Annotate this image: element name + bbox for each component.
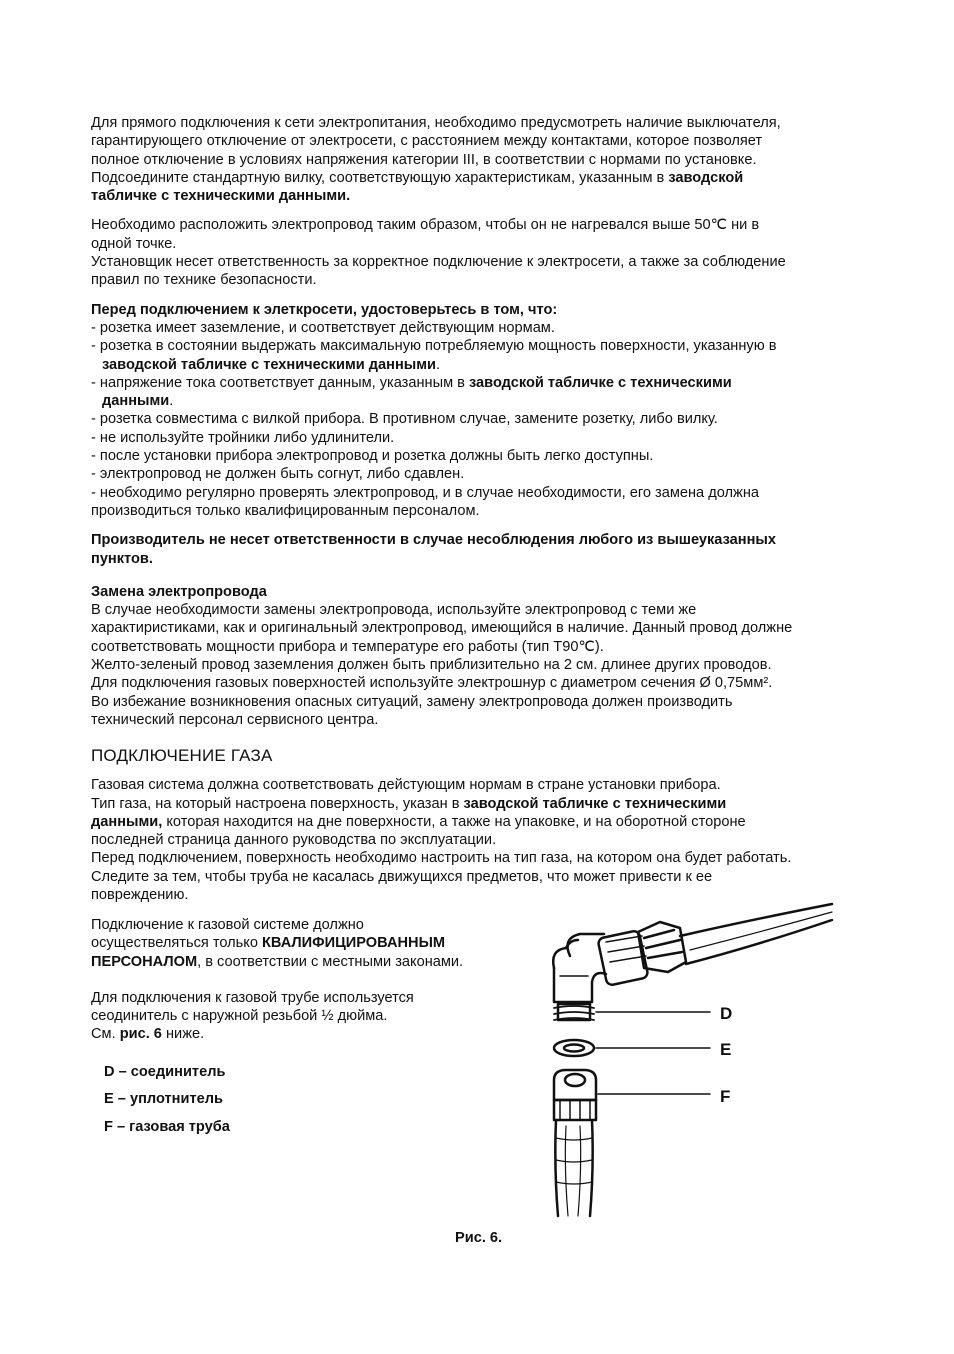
- list-item: - электропровод не должен быть согнут, либо сдавлен.: [91, 466, 465, 483]
- pipe-note: Для подключения к газовой трубе используется сеодинитель с наружной резьбой ½ дюйма. См. рис. 6 ниже.: [91, 989, 414, 1043]
- label-d: D: [720, 1004, 733, 1023]
- checklist-heading: Перед подключением к элеткросети, удостоверьтесь в том, что:: [91, 301, 558, 318]
- list-item: - после установки прибора электропровод и розетка должны быть легко доступны.: [91, 448, 654, 465]
- cable-heading: Замена электропровода: [91, 583, 267, 600]
- list-item: - необходимо регулярно проверять электропровод, и в случае необходимости, его замена должна: [91, 484, 759, 501]
- warning-note: Производитель не несет ответственности в случае несоблюдения любого из вышеуказанных пунктов.: [91, 532, 776, 567]
- list-item-continuation: данными.: [102, 393, 174, 410]
- pipe-assembly-drawing: [553, 904, 832, 1216]
- legend-d: D – соединитель: [104, 1064, 226, 1080]
- gas-paragraph: Газовая система должна соответствовать дейстующим нормам в стране установки прибора. Тип газа, на который настроена поверхность, указан в заводской табличке с техническими данными, которая находится на дне поверхности, а также на упаковке, и на оборотной стороне последней страница данного руководства по эксплуатации. Перед подключением, поверхность необходимо настроить на тип газа, на котором она будет работать. Следите за тем, чтобы труба не касалась движущихся предметов, что может привести к ее повреждению.: [91, 777, 792, 904]
- checklist: Перед подключением к элеткросети, удостоверьтесь в том, что: - розетка имеет заземление, и соответствует действующим нормам. - розетка в состоянии выдержать максимальную потребляемую мощность поверхности, указанную в заводской табличке с техническими данными. - напряжение тока соответствует данным, указанным в заводской табличке с техническими данными. - розетка совместима с вилкой прибора. В противном случае, замените розетку, либо вилку. - не используйте тройники либо удлинители. - после установки прибора электропровод и розетка должны быть легко доступны. - электропровод не должен быть согнут, либо сдавлен. - необходимо регулярно проверять электропровод, и в случае необходимости, его замена должна производиться только квалифицированным персоналом.: [91, 301, 777, 519]
- label-f: F: [720, 1087, 731, 1106]
- section-electrical: [91, 114, 871, 729]
- paragraph-switch: Для прямого подключения к сети электропитания, необходимо предусмотреть наличие выключателя, гарантирующего отключение от электросети, с расстоянием между контактами, которое позволяет полное отключение в условиях напряжения категории III, в соответствии с нормами по установке. Подсоедините стандартную вилку, соответствующую характеристикам, указанным в заводской табличке с техническими данными.: [91, 115, 781, 205]
- list-item-continuation: заводской табличке с техническими данными.: [102, 356, 441, 373]
- section-gas: [91, 747, 871, 904]
- gas-connection-figure: [540, 898, 840, 1223]
- gas-heading: ПОДКЛЮЧЕНИЕ ГАЗА: [91, 746, 273, 765]
- list-item-continuation: производиться только квалифицированным персоналом.: [91, 502, 480, 519]
- legend-e: E – уплотнитель: [104, 1091, 223, 1107]
- legend-f: F – газовая труба: [104, 1119, 230, 1135]
- qualified-note: Подключение к газовой системе должно осуществеляться только КВАЛИФИЦИРОВАННЫМ ПЕРСОНАЛОМ, в соответствии с местными законами. Для подключения к газовой трубе используется сеодинитель с наружной резьбой ½ дюйма. См. рис. 6 ниже.: [91, 916, 521, 1044]
- list-item: - розетка имеет заземление, и соответствует действующим нормам.: [91, 319, 555, 336]
- list-item: - напряжение тока соответствует данным, указанным в: [91, 374, 469, 391]
- paragraph-cable-position: Необходимо расположить электропровод таким образом, чтобы он не нагревался выше 50℃ ни в одной точке. Установщик несет ответственность за корректное подключение к электросети, а также за соблюдение правил по технике безопасности.: [91, 217, 786, 289]
- figure-caption: Рис. 6.: [455, 1230, 503, 1246]
- cable-replacement: Замена электропровода В случае необходимости замены электропровода, используйте электропровод с теми же характиристиками, как и оригинальный электропровод, имеющийся в наличие. Данный провод должне соответствовать мощности прибора и температуре его работы (тип T90℃). Желто-зеленый провод заземления должен быть приблизительно на 2 см. длинее других проводов. Для подключения газовых поверхностей используйте электрошнур с диаметром сечения Ø 0,75мм². Во избежание возникновения опасных ситуаций, замену электропровода должен производить технический персонал сервисного центра.: [91, 583, 793, 728]
- list-item: - не используйте тройники либо удлинители.: [91, 429, 395, 446]
- list-item: - розетка совместима с вилкой прибора. В противном случае, замените розетку, либо вилку.: [91, 411, 718, 428]
- label-e: E: [720, 1040, 732, 1059]
- list-item: - розетка в состоянии выдержать максимальную потребляемую мощность поверхности, указанную в: [91, 338, 777, 355]
